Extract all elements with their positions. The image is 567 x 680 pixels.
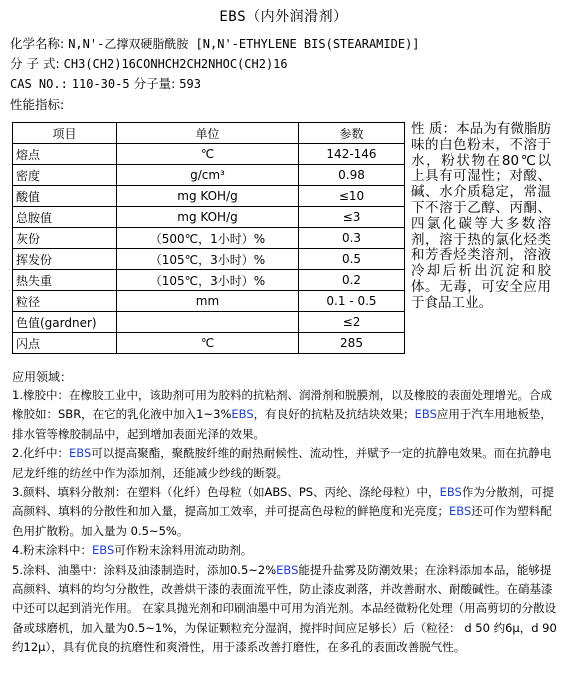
application-powder-coating — [12, 541, 557, 560]
ebs-highlight: EBS — [439, 485, 462, 500]
text-run: ，有良好的抗粘及抗结块效果； — [253, 407, 415, 422]
application-coating-ink — [12, 561, 557, 658]
properties-description: 性 质：本品为有微脂肪味的白色粉末，不溶于水，粉状物在80℃以上具有可湿性；对酸、碱、水介质稳定，常温下不溶于乙醇、丙酮、四氯化碳等大多数溶剂，溶于热的氯化烃类和芳香烃类溶剂，溶液冷却后析出沉淀和胶体。无毒，可安全应用于食品工业。 — [411, 121, 551, 311]
ebs-highlight: EBS — [276, 562, 299, 577]
text-run: 能提升盐雾及防潮效果；在涂料添加本品，能够提高颜料、填料的均匀分散性，改善烘干漆的表面流平性，防止漆皮剥落，并改善耐水、耐酸碱性。在硝基漆中还可以起到消光作用。 在家具抛光剂和印刷油墨中可用为消光剂。本品经微粉化处理（用高剪切的分散设备或球磨机，加入量为0.5~1%，为保证颗粒充分湿润，搅拌时间应足够长）后（粒径： d 50 约6μ，d 90 约12μ），具有优良的抗磨性和爽滑性，用于漆系改善打磨性，在多孔的表面改善脱气性。 — [12, 562, 557, 655]
row-item: 粒径 — [13, 291, 117, 312]
row-unit: ℃ — [117, 144, 299, 165]
applications-body — [12, 386, 557, 658]
ebs-highlight: EBS — [91, 543, 115, 558]
text-run: 还可作为塑料配色用扩散粉。加入量为 0.5~5%。 — [12, 504, 552, 538]
header-value: 参数 — [299, 123, 405, 144]
text-run: 可作粉末涂料用流动助剂。 — [114, 543, 253, 558]
ebs-highlight: EBS — [414, 407, 437, 422]
row-value: 285 — [299, 333, 405, 354]
row-unit: （105℃，3小时）% — [117, 270, 299, 291]
applications-title: 应用领域： — [12, 370, 73, 384]
table-row — [13, 333, 405, 354]
molecular-weight-value: 593 — [179, 77, 201, 91]
row-item: 总胺值 — [13, 207, 117, 228]
row-item: 挥发份 — [13, 249, 117, 270]
row-value: 0.5 — [299, 249, 405, 270]
cas-label: CAS NO.: — [10, 77, 68, 91]
application-dispersant — [12, 483, 557, 541]
header-item: 项目 — [13, 123, 117, 144]
text-run: 可以提高聚酯，聚酰胺纤维的耐热耐候性、流动性，并赋予一定的抗静电效果。而在抗静电尼龙纤维的纺丝中作为添加剂，还能减少纱线的断裂。 — [12, 446, 552, 480]
row-unit: mg KOH/g — [117, 207, 299, 228]
ebs-highlight: EBS — [449, 504, 472, 519]
cas-value: 110-30-5 — [71, 77, 130, 91]
row-unit: （500℃，1小时）% — [117, 228, 299, 249]
table-row — [13, 291, 405, 312]
row-unit: ℃ — [117, 333, 299, 354]
text-run: 3.颜料、填料分散剂：在塑料（化纤）色母粒（如ABS、PS、丙纶、涤纶母粒）中， — [12, 485, 440, 500]
formula-value: CH3(CH2)16CONHCH2CH2NHOC(CH2)16 — [63, 57, 288, 71]
chemical-name-value: N,N'-乙撑双硬脂酰胺 [N,N'-ETHYLENE BIS(STEARAMIDE)] — [68, 37, 420, 51]
molecular-weight-label: 分子量: — [133, 76, 176, 91]
chemical-name-label: 化学名称: — [10, 36, 65, 51]
ebs-highlight: EBS — [68, 446, 92, 461]
row-value: 142-146 — [299, 144, 405, 165]
table-row — [13, 144, 405, 165]
application-rubber — [12, 386, 557, 444]
text-run: 5.涂料、油墨中：涂料及油漆制造时，添加0.5~2% — [12, 562, 277, 577]
row-unit: （105℃，3小时）% — [117, 249, 299, 270]
text-run: 2.化纤中： — [12, 446, 69, 461]
table-row — [13, 249, 405, 270]
row-unit: mg KOH/g — [117, 186, 299, 207]
row-value: 0.98 — [299, 165, 405, 186]
performance-label: 性能指标: — [10, 97, 65, 112]
row-value: 0.1 - 0.5 — [299, 291, 405, 312]
formula-label: 分 子 式: — [10, 56, 60, 71]
header-unit: 单位 — [117, 123, 299, 144]
document-title: EBS（内外润滑剂） — [219, 9, 348, 25]
table-header-row — [13, 123, 405, 144]
text-run: 4.粉末涂料中： — [12, 543, 92, 558]
row-value: ≤3 — [299, 207, 405, 228]
table-row — [13, 312, 405, 333]
cas-line — [10, 74, 201, 92]
row-item: 酸值 — [13, 186, 117, 207]
row-value: 0.2 — [299, 270, 405, 291]
row-item: 色值(gardner) — [13, 312, 117, 333]
table-row — [13, 186, 405, 207]
chemical-name-line — [10, 34, 420, 52]
formula-line — [10, 54, 288, 72]
row-item: 热失重 — [13, 270, 117, 291]
row-unit: mm — [117, 291, 299, 312]
table-row — [13, 165, 405, 186]
row-item: 熔点 — [13, 144, 117, 165]
row-value: ≤10 — [299, 186, 405, 207]
ebs-highlight: EBS — [231, 407, 254, 422]
table-row — [13, 207, 405, 228]
row-unit — [117, 312, 299, 333]
text-run: 作为分散剂，可提高颜料、填料的分散性和加入量，提高加工效率，并可提高色母粒的鲜艳度和光亮度； — [12, 485, 554, 519]
text-run: 应用于汽车用地板垫，排水管等橡胶制品中，起到增加表面光泽的效果。 — [12, 407, 552, 441]
properties-table — [12, 122, 405, 354]
row-value: ≤2 — [299, 312, 405, 333]
row-value: 0.3 — [299, 228, 405, 249]
row-item: 闪点 — [13, 333, 117, 354]
text-run: 1.橡胶中：在橡胶工业中，该助剂可用为胶料的抗粘剂、润滑剂和脱膜剂，以及橡胶的表面处理增光。合成橡胶如：SBR，在它的乳化液中加入1~3% — [12, 388, 552, 422]
row-item: 密度 — [13, 165, 117, 186]
row-item: 灰份 — [13, 228, 117, 249]
table-row — [13, 228, 405, 249]
application-fiber — [12, 444, 557, 483]
table-row — [13, 270, 405, 291]
row-unit: g/cm³ — [117, 165, 299, 186]
